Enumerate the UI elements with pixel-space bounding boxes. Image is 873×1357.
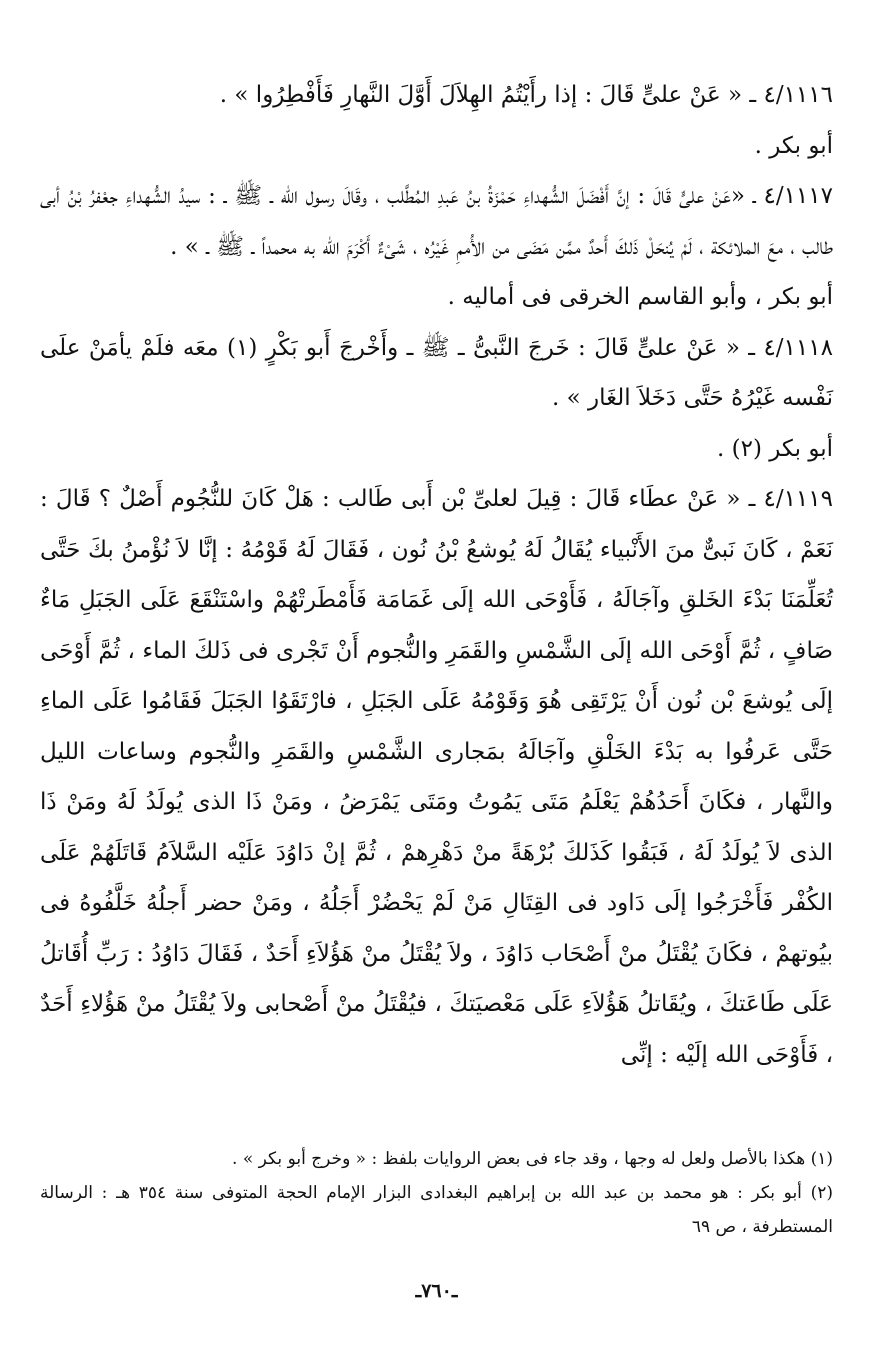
page-number: ـ٧٦٠ـ <box>415 1280 458 1302</box>
footnote-2: (٢) أبو بكر : هو محمد بن عبد الله بن إبراهيم البغدادى البزار الإمام الحجة المتوفى سنة ٣٥٤ هـ : الرسالة المستطرفة ، ص ٦٩ <box>40 1183 833 1237</box>
hadith-entry-1116: ٤/١١١٦ ـ « عَنْ علىٍّ قَالَ : إذا رأَيْتُمُ الهِلاَلَ أَوَّلَ النَّهارِ فَأَفْطِرُوا » . <box>219 82 833 108</box>
source-1116: أبو بكر . <box>754 132 833 159</box>
source-1117: أبو بكر ، وأبو القاسم الخرقى فى أماليه . <box>447 284 833 310</box>
hadith-entry-1118: ٤/١١١٨ ـ « عَنْ علىٍّ قَالَ : خَرجَ النَّبىُّ ـ ﷺ ـ وأَخْرجَ أَبو بَكْرٍ (١) معَه فلَمْ يأمَنْ علَى نَفْسه غَيْرُهُ حَتَّى دَخَلاَ الغَار » . <box>40 334 833 411</box>
book-page <box>40 70 833 1357</box>
footnote-1: (١) هكذا بالأصل ولعل له وجها ، وقد جاء فى بعض الروايات بلفظ : « وخرج أبو بكر » . <box>232 1149 833 1169</box>
footnotes <box>40 1142 833 1244</box>
main-text <box>40 70 833 1080</box>
source-1118: أبو بكر (٢) . <box>716 435 833 462</box>
hadith-entry-1119: ٤/١١١٩ ـ « عَنْ عطَاء قَالَ : قِيلَ لعلىِّ بْن أَبى طَالب : هَلْ كَانَ للنُّجُوم أَصْلٌ ؟ قَالَ : نَعَمْ ، كَانَ نَبىٌّ منَ الأَنْبياء يُقَالُ لَهُ يُوشعُ بْنُ نُون ، فَقَالَ لَهُ قَوْمُهُ : إنَّا لاَ نُؤْمنُ بكَ حَتَّى تُعَلِّمَنَا بَدْءَ الخَلقِ وآجَالَهُ ، فَأَوْحَى الله إلَى غَمَامَة فَأَمْطَرتْهُمْ واسْتَنْقَعَ عَلَى الجَبَلِ مَاءٌ صَافٍ ، ثُمَّ أَوْحَى الله إلَى الشَّمْسِ والقَمَرِ والنُّجوم أَنْ تَجْرى فى ذَلكَ الماء ، ثُمَّ أَوْحَى إلَى يُوشعَ بْن نُون أَنْ يَرْتَقِى هُوَ وَقَوْمُهُ عَلَى الجَبَلِ ، فارْتَقَوُا الجَبَلَ فَقَامُوا عَلَى الماءِ حَتَّى عَرفُوا به بَدْءَ الخَلْقِ وآجَالَهُ بمَجارى الشَّمْسِ والقَمَرِ والنُّجوم وساعات الليل والنَّهار ، فكَانَ أَحَدُهُمْ يَعْلَمُ مَتَى يَمُوتُ ومَتَى يَمْرَضُ ، ومَنْ ذَا الذى يُولَدُ لَهُ ومَنْ ذَا الذى لاَ يُولَدُ لَهُ ، فَبَقُوا كَذَلكَ بُرْهَةً منْ دَهْرِهمْ ، ثُمَّ إنْ دَاوُدَ عَلَيْه السَّلاَمُ قَاتَلَهُمْ عَلَى الكُفْر فَأَخْرَجُوا إلَى دَاود فى القِتَالِ مَنْ لَمْ يَحْضُرْ أَجَلُهُ ، ومَنْ حضر أَجلُهُ خَلَّفُوهُ فى بيُوتهمْ ، فكَانَ يُقْتَلُ منْ أَصْحَاب دَاوُدَ ، ولاَ يُقْتَلُ منْ هَؤُلاَءِ أَحَدٌ ، فَقَالَ دَاوُدُ : رَبِّ أُقَاتلُ عَلَى طَاعَتكَ ، ويُقَاتلُ هَؤُلاَءِ عَلَى مَعْصيَتكَ ، فيُقْتَلُ منْ أَصْحابى ولاَ يُقْتَلُ منْ هَؤُلاءِ أَحَدٌ ، فَأَوْحَى الله إلَيْه : إنِّى <box>40 486 833 1068</box>
hadith-entry-1117: ٤/١١١٧ ـ «عَنْ علىٍّ قَالَ : إنَّ أَفْضَلَ الشُّهداءِ حَمْزَةُ بنُ عَبدِ المُطَّلب ، وقَالَ رسول الله ـ ﷺ ـ : سيدُ الشُّهداءِ جعْفرُ بْنُ أبى طالب ، معَ الملائكة ، لَمْ يُنحَلْ ذَلكَ أَحدٌ ممَّن مَضَى من الأُممِ غَيْرُه ، شَىْءٌ أَكْرَمَ الله به محمداً ـ ﷺ ـ » . <box>40 183 833 260</box>
footnote-divider <box>40 1140 833 1141</box>
